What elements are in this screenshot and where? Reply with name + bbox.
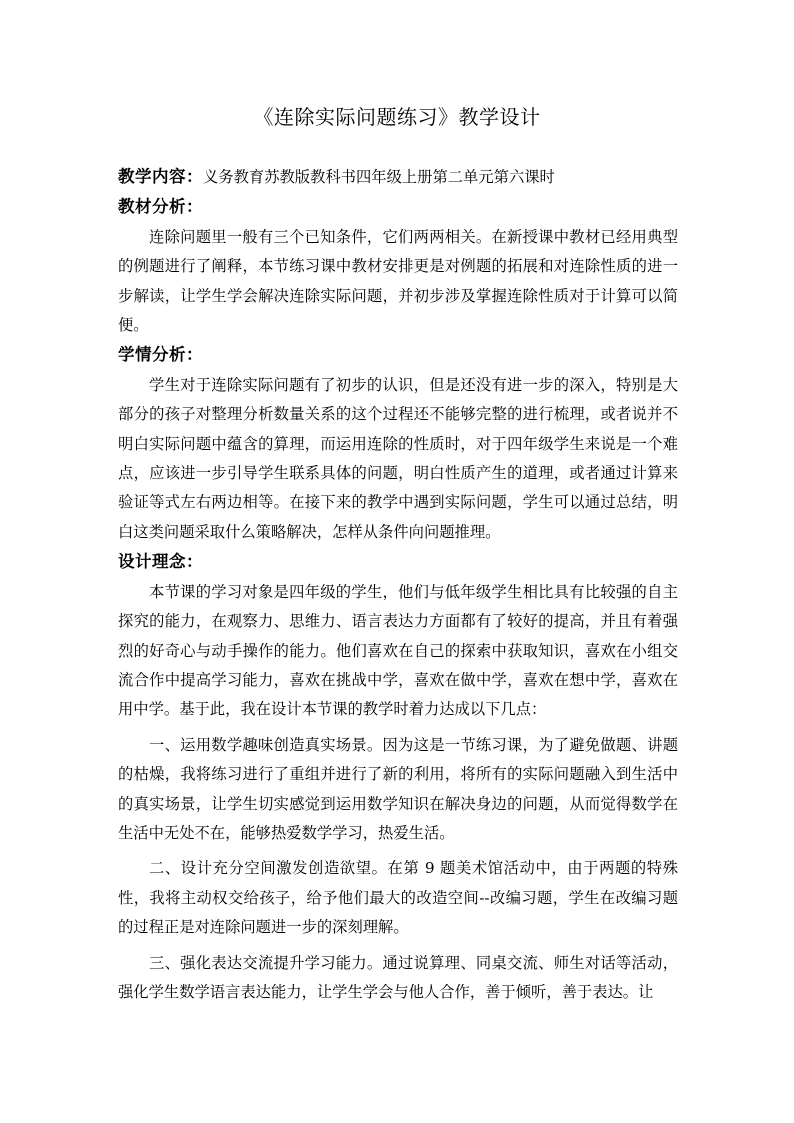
material-analysis-paragraph: 连除问题里一般有三个已知条件，它们两两相关。在新授课中教材已经用典型的例题进行了阐释，本节练习课中教材安排更是对例题的拓展和对连除性质的进一步解读，让学生学会解决连除实际问题，并初步涉及掌握连除性质对于计算可以简便。 bbox=[118, 227, 678, 335]
material-analysis-heading bbox=[118, 192, 678, 222]
material-analysis-label: 教材分析： bbox=[118, 197, 203, 217]
design-point-1: 一、运用数学趣味创造真实场景。因为这是一节练习课，为了避免做题、讲题的枯燥，我将练习进行了重组并进行了新的利用，将所有的实际问题融入到生活中的真实场景，让学生切实感觉到运用数学知识在解决身边的问题，从而觉得数学在生活中无处不在，能够热爱数学学习，热爱生活。 bbox=[118, 735, 678, 842]
document-body bbox=[118, 162, 678, 1007]
student-analysis-label: 学情分析： bbox=[118, 345, 203, 365]
design-concept-paragraph: 本节课的学习对象是四年级的学生，他们与低年级学生相比具有比较强的自主探究的能力，在观察力、思维力、语言表达力方面都有了较好的提高，并且有着强烈的好奇心与动手操作的能力。他们喜欢在自己的探索中获取知识，喜欢在小组交流合作中提高学习能力，喜欢在挑战中学，喜欢在做中学，喜欢在想中学，喜欢在用中学。基于此，我在设计本节课的教学时着力达成以下几点： bbox=[118, 582, 678, 719]
teaching-content-text: 义务教育苏教版教科书四年级上册第二单元第六课时 bbox=[203, 168, 555, 186]
student-analysis-heading bbox=[118, 340, 678, 370]
teaching-content-line bbox=[118, 162, 678, 192]
document-title: 《连除实际问题练习》教学设计 bbox=[253, 105, 541, 129]
design-concept-label: 设计理念： bbox=[118, 552, 203, 572]
design-concept-heading bbox=[118, 547, 678, 577]
design-point-3: 三、强化表达交流提升学习能力。通过说算理、同桌交流、师生对话等活动，强化学生数学语言表达能力，让学生学会与他人合作，善于倾听，善于表达。让 bbox=[118, 953, 678, 1001]
student-analysis-paragraph: 学生对于连除实际问题有了初步的认识，但是还没有进一步的深入，特别是大部分的孩子对整理分析数量关系的这个过程还不能够完整的进行梳理，或者说并不明白实际问题中蕴含的算理，而运用连除的性质时，对于四年级学生来说是一个难点，应该进一步引导学生联系具体的问题，明白性质产生的道理，或者通过计算来验证等式左右两边相等。在接下来的教学中遇到实际问题，学生可以通过总结，明白这类问题采取什么策略解决，怎样从条件向问题推理。 bbox=[118, 375, 678, 541]
teaching-content-label: 教学内容： bbox=[118, 167, 203, 186]
design-point-2: 二、设计充分空间激发创造欲望。在第 9 题美术馆活动中，由于两题的特殊性，我将主动权交给孩子，给予他们最大的改造空间--改编习题，学生在改编习题的过程正是对连除问题进一步的深刻理解。 bbox=[118, 859, 678, 937]
